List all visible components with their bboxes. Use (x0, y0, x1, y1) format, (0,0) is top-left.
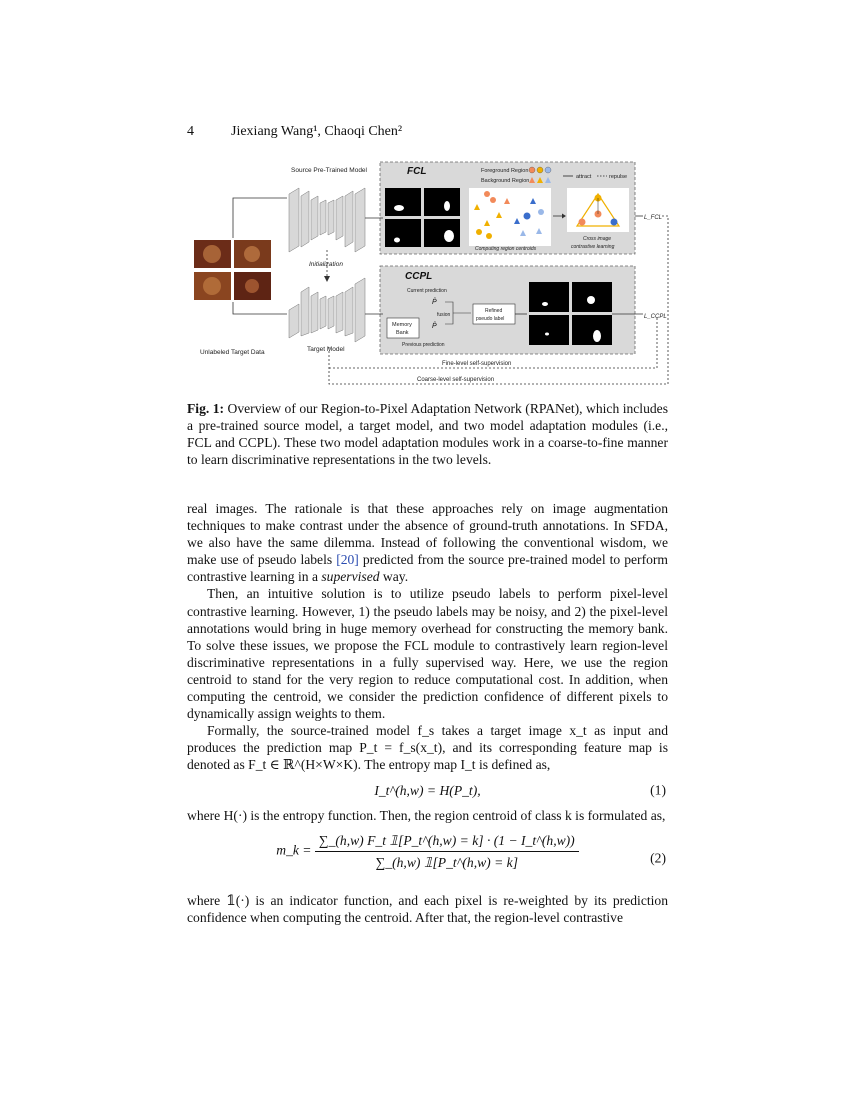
refined-label-2: pseudo label (476, 316, 505, 322)
fine-level-label: Fine-level self-supervision (442, 361, 512, 367)
body-text (187, 500, 668, 926)
cross-image-label-1: Cross image (583, 236, 612, 242)
initialization-label: Initialization (309, 261, 343, 268)
equation-1: I_t^(h,w) = H(P_t), (1) (374, 782, 666, 798)
figure-caption (187, 400, 668, 468)
cross-image-label-2: contrastive learning (571, 244, 615, 250)
citation-link[interactable]: [20] (336, 552, 359, 568)
fusion-label: fusion (437, 312, 451, 318)
target-model (289, 278, 365, 342)
source-model-label: Source Pre-Trained Model (291, 167, 367, 174)
fraction: $\frac{\sum\_(h,w) F\_t 𝟙[P\_t\^{}(h,w) = k] \cdot (1 - I\_t\^{}(h,w))}{\sum\_(h,w) 𝟙[P\_t\^{}(h,w) = k]}$ (315, 832, 579, 871)
paragraph: Then, an intuitive solution is to utilize pseudo labels to perform pixel-level contrastive learning. However, 1) the pseudo labels may be noisy, and 2) the pixel-level annotations would bring in huge memory overhead for constructing the memory bank. To solve these issues, we propose the FCL module to contrastively learn region-level discriminative representations in a fully supervised way. Here, we use the region centroid to stand for the very region to reduce computational cost. In addition, when computing the centroid, we consider the prediction confidence of different pixels to dynamically assign weights to them. (187, 586, 668, 722)
figure-1 (187, 158, 671, 390)
background-label: Background Region (481, 178, 530, 184)
paragraph: Formally, the source-trained model f_s takes a target image x_t as input and produces the prediction map P_t = f_s(x_t), and its corresponding feature map is denoted as F_t ∈ ℝ^(H×W×K). The entropy map I_t is defined as, (187, 723, 668, 773)
target-model-label: Target Model (307, 346, 345, 353)
authors: Jiexiang Wang¹, Chaoqi Chen² (231, 124, 403, 139)
paragraph: real images. The rationale is that these approaches rely on image augmentation techniques to make contrast under the absence of ground-truth annotations. In SFDA, we also have the same dilemma. Instead of following the conventional wisdom, we make use of pseudo labels [20] predicted from the source pre-trained model to perform contrastive learning in a supervised way. (187, 501, 669, 585)
fcl-title: FCL (407, 166, 427, 177)
equation-number: (1) (650, 782, 666, 798)
memory-bank-label-1: Memory (392, 322, 412, 328)
computing-centroids-label: Computing region centroids (475, 246, 537, 252)
region-centroid-scatter (469, 188, 551, 246)
running-header (187, 124, 402, 140)
attract-label: attract (576, 174, 592, 180)
memory-bank-label-2: Bank (396, 330, 409, 336)
refined-label-1: Refined (485, 308, 503, 314)
svg-text:P̂: P̂ (432, 299, 437, 306)
l-ccpl-label: L_CCPL (644, 314, 667, 320)
coarse-level-label: Coarse-level self-supervision (417, 377, 495, 383)
source-model (289, 188, 365, 252)
target-image-grid (194, 240, 271, 300)
cross-image-panel (567, 188, 629, 232)
paragraph: where 𝟙(·) is an indicator function, and each pixel is re-weighted by its prediction confidence when computing the centroid. After that, the region-level contrastive (187, 892, 668, 925)
caption-label: Fig. 1: (187, 401, 225, 416)
svg-text:P̂: P̂ (432, 323, 437, 330)
l-fcl-label: L_FCL (644, 215, 663, 221)
paragraph: where H(·) is the entropy function. Then, the region centroid of class k is formulated as, (187, 807, 666, 823)
equation-number: (2) (650, 850, 666, 866)
rpanet-diagram (187, 158, 671, 390)
caption-text: Overview of our Region-to-Pixel Adaptation Network (RPANet), which includes a pre-trained source model, a target model, and two model adaptation modules (i.e., FCL and CCPL). These two model adaptation modules work in a coarse-to-fine manner to learn discriminative representations in the two levels. (187, 401, 668, 467)
repulse-label: repulse (609, 174, 628, 180)
current-prediction-label: Current prediction (407, 288, 447, 294)
page-number: 4 (187, 124, 194, 139)
ccpl-title: CCPL (405, 271, 433, 282)
foreground-label: Foreground Region (481, 168, 529, 174)
unlabeled-label: Unlabeled Target Data (200, 349, 265, 356)
equation-2: m_k = $\frac{\sum\_(h,w) F\_t 𝟙[P\_t\^{}(h,w) = k] \cdot (1 - I\_t\^{}(h,w))}{\sum\_(h,w) 𝟙[P\_t\^{}(h,w) = k]}$ (2) (276, 832, 666, 870)
previous-prediction-label: Previous prediction (402, 342, 445, 348)
